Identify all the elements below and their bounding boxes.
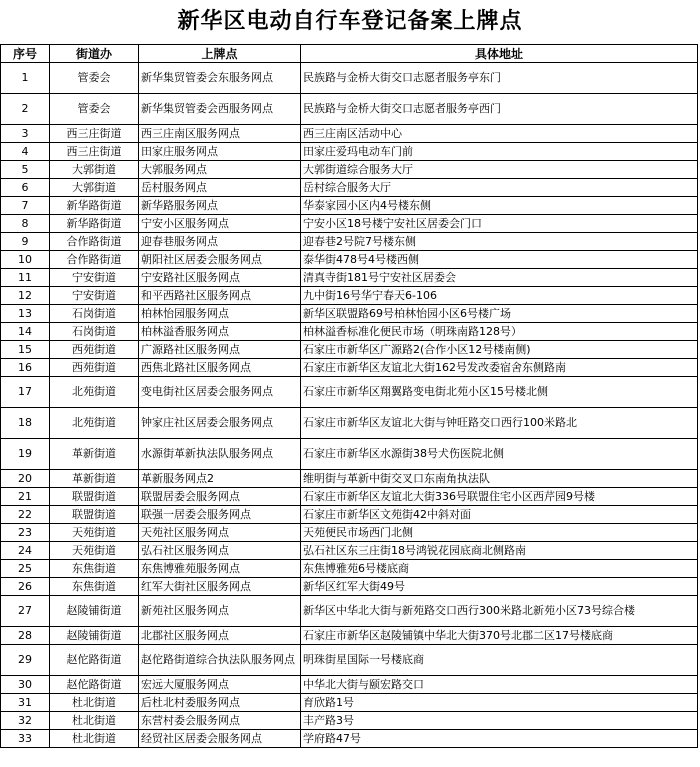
table-row xyxy=(1,596,698,627)
header-street: 街道办 xyxy=(50,45,139,63)
cell-street: 杜北街道 xyxy=(50,694,139,712)
table-row xyxy=(1,341,698,359)
cell-point: 西三庄南区服务网点 xyxy=(139,125,301,143)
cell-address: 中华北大街与颐宏路交口 xyxy=(301,676,698,694)
table-row xyxy=(1,439,698,470)
header-no: 序号 xyxy=(1,45,50,63)
cell-street: 杜北街道 xyxy=(50,712,139,730)
cell-point: 赵佗路街道综合执法队服务网点 xyxy=(139,645,301,676)
cell-street: 赵陵铺街道 xyxy=(50,596,139,627)
page-title: 新华区电动自行车登记备案上牌点 xyxy=(177,9,523,34)
cell-point: 新华路服务网点 xyxy=(139,197,301,215)
cell-no: 11 xyxy=(1,269,50,287)
cell-street: 革新街道 xyxy=(50,439,139,470)
cell-address: 大郭街道综合服务大厅 xyxy=(301,161,698,179)
cell-address: 新华区红军大街49号 xyxy=(301,578,698,596)
cell-point: 弘石社区服务网点 xyxy=(139,542,301,560)
cell-no: 5 xyxy=(1,161,50,179)
cell-address: 田家庄爱玛电动车门前 xyxy=(301,143,698,161)
cell-no: 14 xyxy=(1,323,50,341)
cell-no: 33 xyxy=(1,730,50,748)
table-row xyxy=(1,470,698,488)
cell-no: 29 xyxy=(1,645,50,676)
cell-no: 17 xyxy=(1,377,50,408)
cell-point: 后杜北村委服务网点 xyxy=(139,694,301,712)
cell-address: 西三庄南区活动中心 xyxy=(301,125,698,143)
cell-address: 岳村综合服务大厅 xyxy=(301,179,698,197)
table-row xyxy=(1,161,698,179)
cell-address: 泰华街478号4号楼西侧 xyxy=(301,251,698,269)
cell-point: 广源路社区服务网点 xyxy=(139,341,301,359)
table-row xyxy=(1,524,698,542)
cell-address: 石家庄市新华区友谊北大街与钟旺路交口西行100米路北 xyxy=(301,408,698,439)
cell-street: 天苑街道 xyxy=(50,524,139,542)
cell-street: 合作路街道 xyxy=(50,251,139,269)
cell-point: 岳村服务网点 xyxy=(139,179,301,197)
cell-no: 13 xyxy=(1,305,50,323)
cell-no: 28 xyxy=(1,627,50,645)
table-row xyxy=(1,408,698,439)
cell-street: 新华路街道 xyxy=(50,215,139,233)
cell-street: 北苑街道 xyxy=(50,377,139,408)
table-row xyxy=(1,287,698,305)
table-row xyxy=(1,94,698,125)
table-body xyxy=(1,63,698,748)
table-row xyxy=(1,645,698,676)
table-row xyxy=(1,215,698,233)
cell-street: 天苑街道 xyxy=(50,542,139,560)
cell-street: 宁安街道 xyxy=(50,287,139,305)
table-row xyxy=(1,627,698,645)
table-row xyxy=(1,488,698,506)
cell-address: 清真寺街181号宁安社区居委会 xyxy=(301,269,698,287)
cell-street: 联盟街道 xyxy=(50,488,139,506)
table-row xyxy=(1,377,698,408)
cell-no: 21 xyxy=(1,488,50,506)
table-row xyxy=(1,197,698,215)
cell-address: 新华区中华北大街与新苑路交口西行300米路北新苑小区73号综合楼 xyxy=(301,596,698,627)
table-row xyxy=(1,179,698,197)
cell-street: 宁安街道 xyxy=(50,269,139,287)
registration-points-table xyxy=(0,44,698,748)
cell-point: 宁安小区服务网点 xyxy=(139,215,301,233)
cell-address: 宁安小区18号楼宁安社区居委会门口 xyxy=(301,215,698,233)
cell-street: 新华路街道 xyxy=(50,197,139,215)
cell-point: 经贸社区居委会服务网点 xyxy=(139,730,301,748)
cell-address: 新华区联盟路69号柏林怡园小区6号楼广场 xyxy=(301,305,698,323)
cell-address: 民族路与金桥大街交口志愿者服务亭西门 xyxy=(301,94,698,125)
cell-address: 丰产路3号 xyxy=(301,712,698,730)
cell-no: 6 xyxy=(1,179,50,197)
cell-no: 4 xyxy=(1,143,50,161)
cell-no: 3 xyxy=(1,125,50,143)
cell-street: 北苑街道 xyxy=(50,408,139,439)
cell-no: 32 xyxy=(1,712,50,730)
cell-address: 学府路47号 xyxy=(301,730,698,748)
cell-address: 维明街与革新中街交叉口东南角执法队 xyxy=(301,470,698,488)
table-row xyxy=(1,542,698,560)
cell-point: 大郭服务网点 xyxy=(139,161,301,179)
cell-no: 25 xyxy=(1,560,50,578)
cell-street: 大郭街道 xyxy=(50,161,139,179)
cell-address: 华泰家园小区内4号楼东侧 xyxy=(301,197,698,215)
cell-no: 22 xyxy=(1,506,50,524)
cell-address: 石家庄市新华区友谊北大街336号联盟住宅小区西芹园9号楼 xyxy=(301,488,698,506)
cell-no: 18 xyxy=(1,408,50,439)
cell-street: 西苑街道 xyxy=(50,359,139,377)
cell-point: 北郡社区服务网点 xyxy=(139,627,301,645)
cell-street: 东焦街道 xyxy=(50,578,139,596)
cell-street: 赵佗路街道 xyxy=(50,645,139,676)
cell-no: 23 xyxy=(1,524,50,542)
cell-street: 石岗街道 xyxy=(50,323,139,341)
cell-point: 新华集贸管委会西服务网点 xyxy=(139,94,301,125)
table-header-row xyxy=(1,45,698,63)
cell-no: 19 xyxy=(1,439,50,470)
cell-no: 7 xyxy=(1,197,50,215)
table-row xyxy=(1,63,698,94)
cell-no: 12 xyxy=(1,287,50,305)
cell-point: 柏林溢香服务网点 xyxy=(139,323,301,341)
cell-address: 弘石社区东三庄街18号鸿锐花园底商北侧路南 xyxy=(301,542,698,560)
cell-point: 西焦北路社区服务网点 xyxy=(139,359,301,377)
cell-point: 红军大街社区服务网点 xyxy=(139,578,301,596)
cell-street: 石岗街道 xyxy=(50,305,139,323)
table-row xyxy=(1,676,698,694)
cell-no: 16 xyxy=(1,359,50,377)
header-address: 具体地址 xyxy=(301,45,698,63)
cell-street: 赵佗路街道 xyxy=(50,676,139,694)
cell-point: 联盟居委会服务网点 xyxy=(139,488,301,506)
cell-street: 东焦街道 xyxy=(50,560,139,578)
cell-point: 东营村委会服务网点 xyxy=(139,712,301,730)
cell-point: 柏林怡园服务网点 xyxy=(139,305,301,323)
cell-point: 钟家庄社区居委会服务网点 xyxy=(139,408,301,439)
cell-street: 联盟街道 xyxy=(50,506,139,524)
cell-street: 革新街道 xyxy=(50,470,139,488)
table-row xyxy=(1,269,698,287)
cell-point: 革新服务网点2 xyxy=(139,470,301,488)
table-row xyxy=(1,125,698,143)
cell-address: 石家庄市新华区友谊北大街162号发改委宿舍东侧路南 xyxy=(301,359,698,377)
cell-address: 石家庄市新华区翔翼路变电街北苑小区15号楼北侧 xyxy=(301,377,698,408)
cell-no: 31 xyxy=(1,694,50,712)
cell-no: 20 xyxy=(1,470,50,488)
cell-street: 西苑街道 xyxy=(50,341,139,359)
cell-point: 朝阳社区居委会服务网点 xyxy=(139,251,301,269)
table-row xyxy=(1,359,698,377)
table-row xyxy=(1,233,698,251)
cell-street: 大郭街道 xyxy=(50,179,139,197)
cell-address: 柏林溢香标准化便民市场（明珠南路128号） xyxy=(301,323,698,341)
table-row xyxy=(1,578,698,596)
cell-no: 30 xyxy=(1,676,50,694)
cell-point: 宁安路社区服务网点 xyxy=(139,269,301,287)
cell-point: 迎春巷服务网点 xyxy=(139,233,301,251)
cell-street: 管委会 xyxy=(50,63,139,94)
header-point: 上牌点 xyxy=(139,45,301,63)
table-row xyxy=(1,143,698,161)
table-row xyxy=(1,712,698,730)
cell-no: 26 xyxy=(1,578,50,596)
cell-street: 杜北街道 xyxy=(50,730,139,748)
table-row xyxy=(1,323,698,341)
cell-no: 27 xyxy=(1,596,50,627)
table-row xyxy=(1,730,698,748)
cell-point: 变电街社区居委会服务网点 xyxy=(139,377,301,408)
cell-address: 育欣路1号 xyxy=(301,694,698,712)
cell-point: 联强一居委会服务网点 xyxy=(139,506,301,524)
table-row xyxy=(1,251,698,269)
table-row xyxy=(1,506,698,524)
table-row xyxy=(1,305,698,323)
cell-street: 赵陵铺街道 xyxy=(50,627,139,645)
cell-address: 石家庄市新华区文苑街42中斜对面 xyxy=(301,506,698,524)
cell-address: 石家庄市新华区赵陵铺镇中华北大街370号北郡二区17号楼底商 xyxy=(301,627,698,645)
cell-point: 田家庄服务网点 xyxy=(139,143,301,161)
cell-point: 和平西路社区服务网点 xyxy=(139,287,301,305)
cell-point: 新苑社区服务网点 xyxy=(139,596,301,627)
cell-point: 水源街革新执法队服务网点 xyxy=(139,439,301,470)
cell-point: 天苑社区服务网点 xyxy=(139,524,301,542)
cell-street: 西三庄街道 xyxy=(50,143,139,161)
cell-street: 合作路街道 xyxy=(50,233,139,251)
cell-no: 15 xyxy=(1,341,50,359)
cell-no: 1 xyxy=(1,63,50,94)
cell-address: 迎春巷2号院7号楼东侧 xyxy=(301,233,698,251)
cell-address: 石家庄市新华区广源路2(合作小区12号楼南侧) xyxy=(301,341,698,359)
cell-street: 西三庄街道 xyxy=(50,125,139,143)
cell-point: 宏远大厦服务网点 xyxy=(139,676,301,694)
cell-no: 24 xyxy=(1,542,50,560)
cell-address: 天苑便民市场西门北侧 xyxy=(301,524,698,542)
table-row xyxy=(1,694,698,712)
cell-address: 民族路与金桥大街交口志愿者服务亭东门 xyxy=(301,63,698,94)
cell-no: 8 xyxy=(1,215,50,233)
cell-street: 管委会 xyxy=(50,94,139,125)
cell-point: 新华集贸管委会东服务网点 xyxy=(139,63,301,94)
cell-no: 2 xyxy=(1,94,50,125)
table-row xyxy=(1,560,698,578)
cell-address: 石家庄市新华区水源街38号犬伤医院北侧 xyxy=(301,439,698,470)
cell-address: 明珠街星国际一号楼底商 xyxy=(301,645,698,676)
cell-address: 九中街16号华宁春天6-106 xyxy=(301,287,698,305)
cell-point: 东焦博雅苑服务网点 xyxy=(139,560,301,578)
cell-address: 东焦博雅苑6号楼底商 xyxy=(301,560,698,578)
cell-no: 10 xyxy=(1,251,50,269)
cell-no: 9 xyxy=(1,233,50,251)
